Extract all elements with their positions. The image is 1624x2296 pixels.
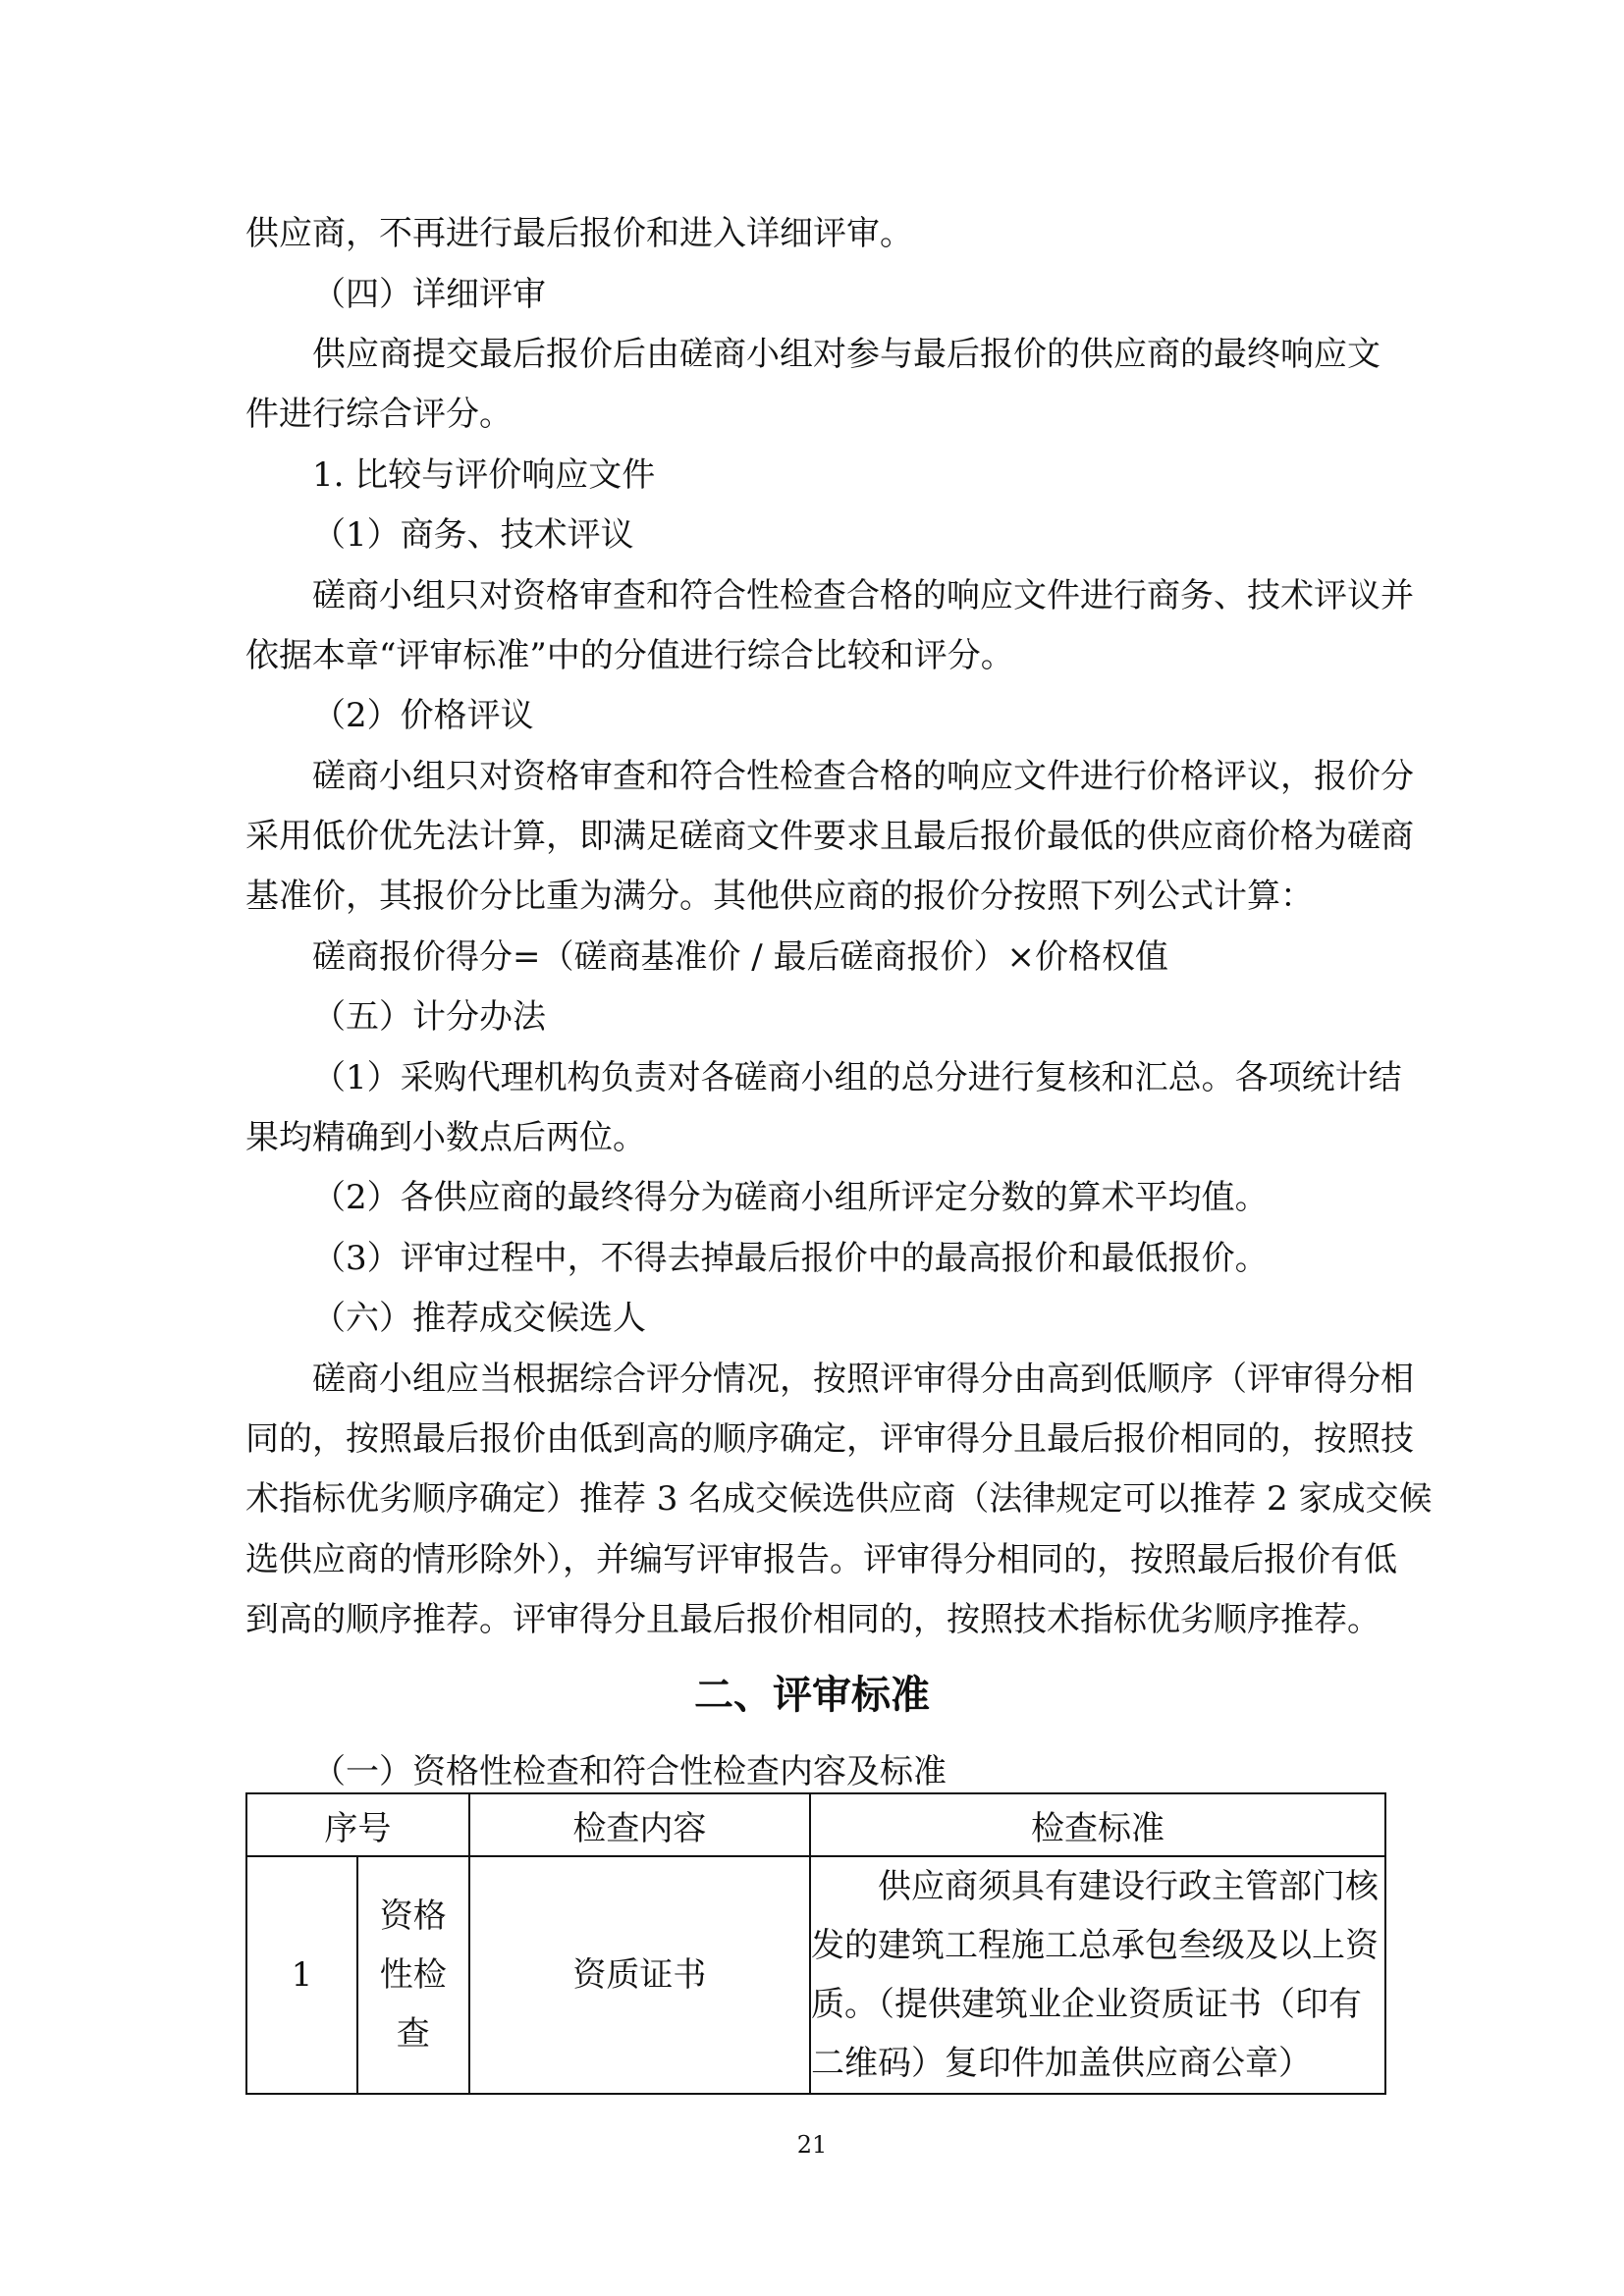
row-category xyxy=(357,1856,469,2094)
paragraph-line-5: 1. 比较与评价响应文件 xyxy=(312,455,656,495)
paragraph-line-10: 磋商小组只对资格审查和符合性检查合格的响应文件进行价格评议，报价分 xyxy=(312,757,1414,796)
paragraph-line-8: 依据本章“评审标准”中的分值进行综合比较和评分。 xyxy=(245,636,1014,675)
table-row xyxy=(246,1856,1385,2094)
row-category-text: 资格性检查 xyxy=(379,1896,447,2054)
header-check-standard: 检查标准 xyxy=(810,1793,1385,1856)
table-subheading: （一）资格性检查和符合性检查内容及标准 xyxy=(312,1752,947,1791)
row-check-standard-text: 供应商须具有建设行政主管部门核发的建筑工程施工总承包叁级及以上资质。（提供建筑业企业资质证书（印有二维码）复印件加盖供应商公章） xyxy=(811,1867,1379,2083)
paragraph-line-23: 选供应商的情形除外），并编写评审报告。评审得分相同的，按照最后报价有低 xyxy=(245,1540,1397,1579)
paragraph-line-1: 供应商，不再进行最后报价和进入详细评审。 xyxy=(245,214,913,253)
row-check-item: 资质证书 xyxy=(469,1856,810,2094)
paragraph-line-12: 基准价，其报价分比重为满分。其他供应商的报价分按照下列公式计算： xyxy=(245,877,1314,916)
paragraph-line-3: 供应商提交最后报价后由磋商小组对参与最后报价的供应商的最终响应文 xyxy=(312,335,1380,374)
paragraph-line-15: （1）采购代理机构负责对各磋商小组的总分进行复核和汇总。各项统计结 xyxy=(312,1058,1402,1097)
paragraph-line-14: （五）计分办法 xyxy=(312,997,546,1037)
section-heading: 二、评审标准 xyxy=(694,1673,930,1718)
paragraph-line-21: 同的，按照最后报价由低到高的顺序确定，评审得分且最后报价相同的，按照技 xyxy=(245,1419,1414,1459)
paragraph-line-11: 采用低价优先法计算，即满足磋商文件要求且最后报价最低的供应商价格为磋商 xyxy=(245,817,1414,856)
paragraph-line-24: 到高的顺序推荐。评审得分且最后报价相同的，按照技术指标优劣顺序推荐。 xyxy=(245,1600,1380,1639)
paragraph-line-18: （3）评审过程中，不得去掉最后报价中的最高报价和最低报价。 xyxy=(312,1239,1269,1278)
paragraph-line-20: 磋商小组应当根据综合评分情况，按照评审得分由高到低顺序（评审得分相 xyxy=(312,1360,1414,1399)
row-check-standard xyxy=(810,1856,1385,2094)
formula-line: 磋商报价得分=（磋商基准价 / 最后磋商报价）×价格权值 xyxy=(312,937,1169,977)
page-number: 21 xyxy=(796,2131,828,2159)
paragraph-line-16: 果均精确到小数点后两位。 xyxy=(245,1118,646,1157)
paragraph-line-17: （2）各供应商的最终得分为磋商小组所评定分数的算术平均值。 xyxy=(312,1178,1269,1217)
standards-table xyxy=(245,1792,1386,2095)
paragraph-line-4: 件进行综合评分。 xyxy=(245,395,513,434)
paragraph-line-22: 术指标优劣顺序确定）推荐 3 名成交候选供应商（法律规定可以推荐 2 家成交候 xyxy=(245,1479,1433,1519)
paragraph-line-19: （六）推荐成交候选人 xyxy=(312,1299,646,1338)
paragraph-line-6: （1）商务、技术评议 xyxy=(312,515,634,555)
header-number: 序号 xyxy=(246,1793,469,1856)
paragraph-line-7: 磋商小组只对资格审查和符合性检查合格的响应文件进行商务、技术评议并 xyxy=(312,576,1414,615)
table-header-row xyxy=(246,1793,1385,1856)
row-number: 1 xyxy=(246,1856,357,2094)
paragraph-line-2: （四）详细评审 xyxy=(312,275,546,314)
header-check-item: 检查内容 xyxy=(469,1793,810,1856)
paragraph-line-9: （2）价格评议 xyxy=(312,696,534,735)
